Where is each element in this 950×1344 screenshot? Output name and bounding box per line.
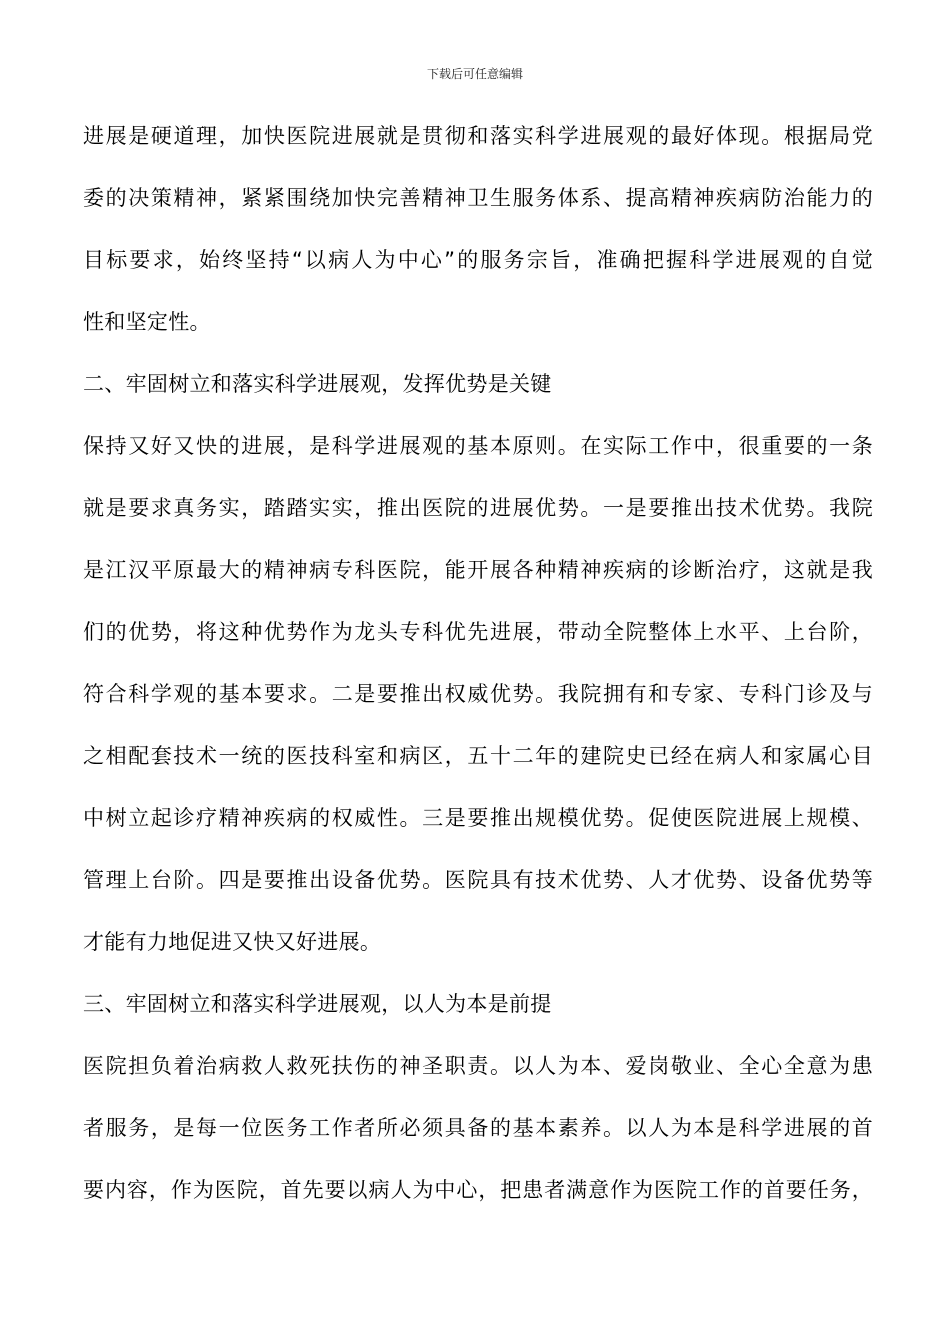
text-line: 管理上台阶。四是要推出设备优势。医院具有技术优势、人才优势、设备优势等 bbox=[83, 868, 873, 892]
text-line: 中树立起诊疗精神疾病的权威性。三是要推出规模优势。促使医院进展上规模、 bbox=[83, 806, 873, 830]
section-heading: 二、牢固树立和落实科学进展观，发挥优势是关键 bbox=[83, 372, 552, 396]
text-line: 保持又好又快的进展，是科学进展观的基本原则。在实际工作中，很重要的一条 bbox=[83, 434, 873, 458]
text-line: 医院担负着治病救人救死扶伤的神圣职责。以人为本、爱岗敬业、全心全意为患 bbox=[83, 1054, 873, 1078]
text-line: 才能有力地促进又快又好进展。 bbox=[83, 930, 382, 954]
text-line: 性和坚定性。 bbox=[83, 310, 211, 334]
text-line: 目标要求，始终坚持“以病人为中心”的服务宗旨，准确把握科学进展观的自觉 bbox=[83, 248, 873, 272]
text-line: 委的决策精神，紧紧围绕加快完善精神卫生服务体系、提高精神疾病防治能力的 bbox=[83, 186, 873, 210]
text-line: 者服务，是每一位医务工作者所必须具备的基本素养。以人为本是科学进展的首 bbox=[83, 1116, 873, 1140]
text-line: 就是要求真务实，踏踏实实，推出医院的进展优势。一是要推出技术优势。我院 bbox=[83, 496, 873, 520]
text-line: 符合科学观的基本要求。二是要推出权威优势。我院拥有和专家、专科门诊及与 bbox=[83, 682, 873, 706]
page-header: 下载后可任意编辑 bbox=[426, 67, 523, 81]
text-line: 是江汉平原最大的精神病专科医院，能开展各种精神疾病的诊断治疗，这就是我 bbox=[83, 558, 873, 582]
section-heading: 三、牢固树立和落实科学进展观，以人为本是前提 bbox=[83, 992, 552, 1016]
document-body bbox=[83, 114, 873, 1230]
text-line: 要内容，作为医院，首先要以病人为中心，把患者满意作为医院工作的首要任务， bbox=[83, 1178, 873, 1202]
text-line: 们的优势，将这种优势作为龙头专科优先进展，带动全院整体上水平、上台阶， bbox=[83, 620, 873, 644]
text-line: 进展是硬道理，加快医院进展就是贯彻和落实科学进展观的最好体现。根据局党 bbox=[83, 124, 873, 148]
text-line: 之相配套技术一统的医技科室和病区，五十二年的建院史已经在病人和家属心目 bbox=[83, 744, 873, 768]
